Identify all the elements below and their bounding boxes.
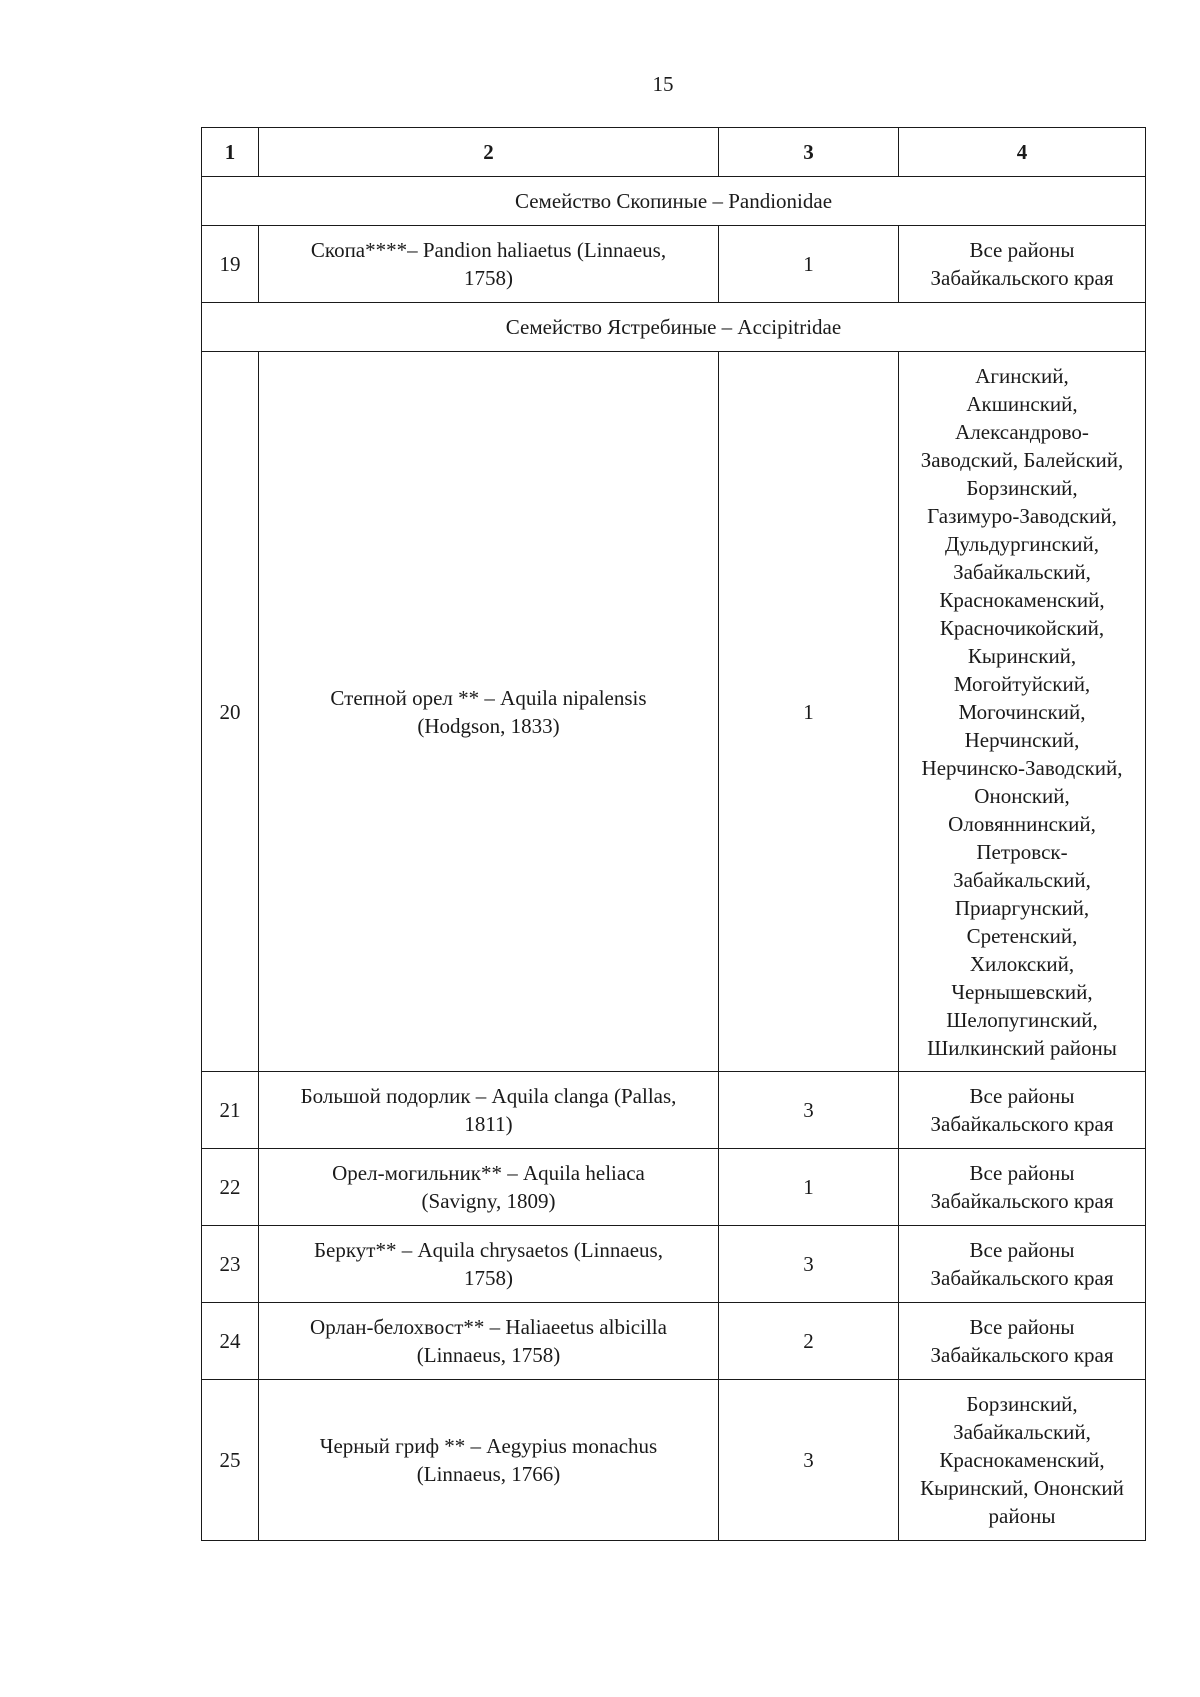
table-row xyxy=(202,1149,1146,1226)
district-line: Дульдургинский, xyxy=(945,531,1099,556)
table-header-row xyxy=(202,128,1146,177)
table-row xyxy=(202,352,1146,1072)
header-col-3: 3 xyxy=(719,128,899,177)
header-col-1: 1 xyxy=(202,128,259,177)
range-districts: Все районы Забайкальского края xyxy=(899,1149,1146,1226)
row-number: 25 xyxy=(202,1380,259,1541)
district-line: Газимуро-Заводский, xyxy=(927,503,1117,528)
species-name: Большой подорлик – Aquila clanga (Pallas, 1811) xyxy=(259,1072,719,1149)
district-line: Нерчинско-Заводский, xyxy=(921,755,1123,780)
rarity-category: 1 xyxy=(719,352,899,1072)
range-districts: Борзинский, Забайкальский, Краснокаменский, Кыринский, Ононский районы xyxy=(899,1380,1146,1541)
district-line: Акшинский, xyxy=(966,391,1078,416)
family-name: Семейство Ястребиные – Accipitridae xyxy=(202,303,1146,352)
district-line: Петровск- xyxy=(976,839,1068,864)
header-col-4: 4 xyxy=(899,128,1146,177)
rarity-category: 1 xyxy=(719,226,899,303)
range-districts xyxy=(899,352,1146,1072)
row-number: 21 xyxy=(202,1072,259,1149)
header-col-2: 2 xyxy=(259,128,719,177)
district-line: Заводский, Балейский, xyxy=(920,447,1124,472)
range-districts: Все районы Забайкальского края xyxy=(899,1226,1146,1303)
district-line: Шелопугинский, xyxy=(946,1007,1098,1032)
district-line: Нерчинский, xyxy=(964,727,1080,752)
row-number: 22 xyxy=(202,1149,259,1226)
row-number: 19 xyxy=(202,226,259,303)
species-name: Черный гриф ** – Aegypius monachus (Linnaeus, 1766) xyxy=(259,1380,719,1541)
rarity-category: 3 xyxy=(719,1226,899,1303)
table-row xyxy=(202,226,1146,303)
rarity-category: 1 xyxy=(719,1149,899,1226)
district-line: Могойтуйский, xyxy=(953,671,1091,696)
rarity-category: 3 xyxy=(719,1380,899,1541)
row-number: 24 xyxy=(202,1303,259,1380)
district-line: Оловяннинский, xyxy=(948,811,1096,836)
range-districts: Все районы Забайкальского края xyxy=(899,1303,1146,1380)
family-name: Семейство Скопиные – Pandionidae xyxy=(202,177,1146,226)
district-line: Могочинский, xyxy=(958,699,1086,724)
species-name: Степной орел ** – Aquila nipalensis (Hodgson, 1833) xyxy=(259,352,719,1072)
district-line: Краснокаменский, xyxy=(939,587,1105,612)
row-number: 20 xyxy=(202,352,259,1072)
page-number: 15 xyxy=(652,72,674,96)
district-line: Агинский, xyxy=(975,363,1069,388)
district-line: Приаргунский, xyxy=(954,895,1090,920)
district-line: Александрово- xyxy=(955,419,1089,444)
table-row xyxy=(202,1303,1146,1380)
family-row xyxy=(202,177,1146,226)
district-line: Кыринский, xyxy=(967,643,1077,668)
family-row xyxy=(202,303,1146,352)
species-name: Орлан-белохвост** – Haliaeetus albicilla (Linnaeus, 1758) xyxy=(259,1303,719,1380)
district-line: Борзинский, xyxy=(966,475,1078,500)
table-row xyxy=(202,1072,1146,1149)
row-number: 23 xyxy=(202,1226,259,1303)
district-line: Красночикойский, xyxy=(939,615,1105,640)
table-row xyxy=(202,1380,1146,1541)
district-line: Чернышевский, xyxy=(951,979,1093,1004)
district-line: Забайкальский, xyxy=(953,867,1091,892)
species-name: Беркут** – Aquila chrysaetos (Linnaeus, 1758) xyxy=(259,1226,719,1303)
range-districts: Все районы Забайкальского края xyxy=(899,226,1146,303)
district-line: Сретенский, xyxy=(966,923,1078,948)
species-table xyxy=(201,127,1146,1541)
table-row xyxy=(202,1226,1146,1303)
range-districts: Все районы Забайкальского края xyxy=(899,1072,1146,1149)
species-name: Орел-могильник** – Aquila heliaca (Savigny, 1809) xyxy=(259,1149,719,1226)
species-name: Скопа****– Pandion haliaetus (Linnaeus, 1758) xyxy=(259,226,719,303)
district-line: Шилкинский районы xyxy=(927,1035,1117,1060)
district-line: Хилокский, xyxy=(969,951,1075,976)
rarity-category: 2 xyxy=(719,1303,899,1380)
district-line: Ононский, xyxy=(974,783,1070,808)
rarity-category: 3 xyxy=(719,1072,899,1149)
district-line: Забайкальский, xyxy=(953,559,1091,584)
